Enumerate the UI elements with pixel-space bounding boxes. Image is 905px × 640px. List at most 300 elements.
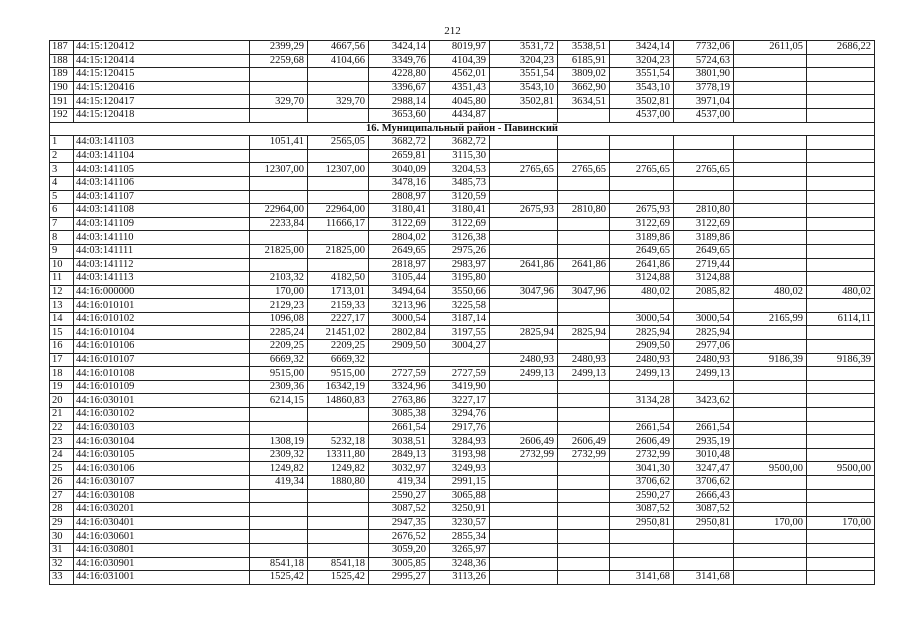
value-cell: 419,34 [369,476,430,490]
value-cell: 2825,94 [558,326,610,340]
value-cell: 2285,24 [250,326,308,340]
value-cell: 4434,87 [430,108,490,122]
value-cell [558,462,610,476]
cadastral-code-cell: 44:16:010106 [74,340,250,354]
value-cell [807,476,875,490]
value-cell: 2606,49 [610,435,674,449]
table-row [50,489,875,503]
value-cell: 2590,27 [369,489,430,503]
value-cell [490,543,558,557]
row-number-cell: 26 [50,476,74,490]
value-cell: 2661,54 [674,421,734,435]
value-cell: 1096,08 [250,312,308,326]
value-cell: 3010,48 [674,448,734,462]
value-cell: 2661,54 [610,421,674,435]
value-cell [558,408,610,422]
cadastral-code-cell: 44:15:120418 [74,108,250,122]
row-number-cell: 14 [50,312,74,326]
table-row [50,54,875,68]
value-cell: 2727,59 [369,367,430,381]
value-cell: 2732,99 [490,448,558,462]
value-cell: 12307,00 [250,163,308,177]
value-cell: 2165,99 [734,312,807,326]
value-cell: 4104,66 [308,54,369,68]
table-row [50,272,875,286]
cadastral-code-cell: 44:03:141105 [74,163,250,177]
cadastral-code-cell: 44:03:141106 [74,176,250,190]
row-number-cell: 22 [50,421,74,435]
value-cell: 2675,93 [490,204,558,218]
value-cell: 3047,96 [490,285,558,299]
value-cell [807,299,875,313]
cadastral-code-cell: 44:16:010104 [74,326,250,340]
value-cell: 3706,62 [610,476,674,490]
value-cell [558,217,610,231]
value-cell: 3294,76 [430,408,490,422]
value-cell [308,421,369,435]
value-cell: 2765,65 [674,163,734,177]
value-cell [807,54,875,68]
value-cell: 3485,73 [430,176,490,190]
cadastral-code-cell: 44:03:141110 [74,231,250,245]
table-row [50,217,875,231]
value-cell [250,231,308,245]
value-cell: 9500,00 [807,462,875,476]
value-cell: 8541,18 [250,557,308,571]
value-cell: 5232,18 [308,435,369,449]
value-cell: 9500,00 [734,462,807,476]
value-cell [308,408,369,422]
value-cell [807,503,875,517]
value-cell: 3115,30 [430,149,490,163]
value-cell: 3349,76 [369,54,430,68]
value-cell [250,149,308,163]
value-cell [734,326,807,340]
row-number-cell: 19 [50,380,74,394]
value-cell: 3059,20 [369,543,430,557]
value-cell: 3801,90 [674,68,734,82]
section-row [50,122,875,136]
value-cell [807,489,875,503]
value-cell: 1525,42 [308,571,369,585]
table-body-top [50,41,875,123]
value-cell [610,530,674,544]
row-number-cell: 21 [50,408,74,422]
cadastral-code-cell: 44:16:030901 [74,557,250,571]
cadastral-code-cell: 44:16:010102 [74,312,250,326]
value-cell: 2855,34 [430,530,490,544]
table-row [50,326,875,340]
value-cell: 4667,56 [308,41,369,55]
value-cell: 2649,65 [610,244,674,258]
row-number-cell: 20 [50,394,74,408]
value-cell [610,176,674,190]
table-row [50,136,875,150]
cadastral-code-cell: 44:15:120412 [74,41,250,55]
row-number-cell: 27 [50,489,74,503]
row-number-cell: 17 [50,353,74,367]
value-cell [490,394,558,408]
value-cell: 3682,72 [369,136,430,150]
table-row [50,462,875,476]
value-cell: 11666,17 [308,217,369,231]
value-cell [490,516,558,530]
table-row [50,367,875,381]
value-cell: 2259,68 [250,54,308,68]
value-cell: 4104,39 [430,54,490,68]
value-cell: 2732,99 [610,448,674,462]
row-number-cell: 1 [50,136,74,150]
value-cell [308,81,369,95]
value-cell: 3180,41 [369,204,430,218]
page-number: 212 [444,25,461,37]
value-cell [674,190,734,204]
table-row [50,394,875,408]
value-cell: 2825,94 [490,326,558,340]
value-cell: 2499,13 [558,367,610,381]
value-cell: 2732,99 [558,448,610,462]
value-cell [558,340,610,354]
cadastral-code-cell: 44:16:030801 [74,543,250,557]
row-number-cell: 8 [50,231,74,245]
value-cell: 170,00 [250,285,308,299]
value-cell [558,108,610,122]
value-cell: 6114,11 [807,312,875,326]
value-cell [558,571,610,585]
value-cell: 1308,19 [250,435,308,449]
value-cell [807,95,875,109]
row-number-cell: 189 [50,68,74,82]
value-cell [807,136,875,150]
value-cell: 3032,97 [369,462,430,476]
value-cell [308,108,369,122]
value-cell: 3230,57 [430,516,490,530]
value-cell [734,149,807,163]
value-cell: 2233,84 [250,217,308,231]
value-cell [558,149,610,163]
cadastral-code-cell: 44:03:141107 [74,190,250,204]
value-cell: 3653,60 [369,108,430,122]
row-number-cell: 7 [50,217,74,231]
value-cell [558,380,610,394]
value-cell: 3531,72 [490,41,558,55]
value-cell [558,176,610,190]
value-cell: 2686,22 [807,41,875,55]
value-cell [807,408,875,422]
value-cell: 2950,81 [610,516,674,530]
row-number-cell: 16 [50,340,74,354]
value-cell [369,353,430,367]
section-header [50,122,875,136]
cadastral-code-cell: 44:16:030201 [74,503,250,517]
value-cell: 6185,91 [558,54,610,68]
table-body-section [50,136,875,585]
value-cell [250,489,308,503]
value-cell [250,421,308,435]
value-cell: 3195,80 [430,272,490,286]
value-cell [734,421,807,435]
value-cell: 2209,25 [250,340,308,354]
value-cell: 3971,04 [674,95,734,109]
value-cell [250,68,308,82]
value-cell: 1880,80 [308,476,369,490]
row-number-cell: 13 [50,299,74,313]
value-cell [490,503,558,517]
section-title: 16. Муниципальный район - Павинский [50,122,875,136]
value-cell [734,204,807,218]
value-cell [674,176,734,190]
value-cell: 3197,55 [430,326,490,340]
value-cell: 2499,13 [610,367,674,381]
table-row [50,543,875,557]
value-cell [734,190,807,204]
value-cell [807,557,875,571]
value-cell [610,408,674,422]
cadastral-code-cell: 44:16:030107 [74,476,250,490]
table-row [50,353,875,367]
value-cell: 3502,81 [490,95,558,109]
value-cell: 3706,62 [674,476,734,490]
value-cell: 14860,83 [308,394,369,408]
value-cell: 2947,35 [369,516,430,530]
value-cell [490,231,558,245]
value-cell [674,530,734,544]
value-cell: 3227,17 [430,394,490,408]
value-cell [734,530,807,544]
cadastral-code-cell: 44:16:030108 [74,489,250,503]
value-cell: 2991,15 [430,476,490,490]
value-cell: 2565,05 [308,136,369,150]
value-cell [490,408,558,422]
value-cell [734,54,807,68]
value-cell [490,190,558,204]
row-number-cell: 10 [50,258,74,272]
value-cell [807,543,875,557]
value-cell: 7732,06 [674,41,734,55]
value-cell: 2499,13 [490,367,558,381]
value-cell [807,149,875,163]
value-cell [734,258,807,272]
value-cell: 3047,96 [558,285,610,299]
value-cell [558,299,610,313]
row-number-cell: 29 [50,516,74,530]
value-cell: 3424,14 [610,41,674,55]
value-cell [490,176,558,190]
value-cell [558,136,610,150]
value-cell [610,543,674,557]
value-cell: 2606,49 [490,435,558,449]
table-row [50,285,875,299]
value-cell [674,380,734,394]
value-cell [558,530,610,544]
row-number-cell: 28 [50,503,74,517]
value-cell [610,557,674,571]
value-cell [308,149,369,163]
cadastral-code-cell: 44:15:120414 [74,54,250,68]
row-number-cell: 9 [50,244,74,258]
value-cell: 2649,65 [674,244,734,258]
value-cell: 2727,59 [430,367,490,381]
value-cell: 3225,58 [430,299,490,313]
value-cell [250,81,308,95]
value-cell [558,557,610,571]
table-row [50,299,875,313]
value-cell [734,380,807,394]
cadastral-code-cell: 44:16:030401 [74,516,250,530]
value-cell: 2765,65 [610,163,674,177]
value-cell: 8541,18 [308,557,369,571]
value-cell: 2909,50 [369,340,430,354]
value-cell: 3087,52 [369,503,430,517]
value-cell [734,476,807,490]
value-cell [558,312,610,326]
table-row [50,557,875,571]
value-cell: 3041,30 [610,462,674,476]
value-cell [490,108,558,122]
value-cell [674,299,734,313]
value-cell: 2480,93 [610,353,674,367]
value-cell [308,503,369,517]
cadastral-code-cell: 44:03:141109 [74,217,250,231]
value-cell [674,149,734,163]
value-cell [734,367,807,381]
value-cell [807,380,875,394]
value-cell [250,190,308,204]
value-cell [734,81,807,95]
cadastral-code-cell: 44:16:030101 [74,394,250,408]
value-cell: 3324,96 [369,380,430,394]
cadastral-code-cell: 44:16:030105 [74,448,250,462]
value-cell: 3809,02 [558,68,610,82]
table-row [50,190,875,204]
value-cell: 22964,00 [250,204,308,218]
value-cell: 3005,85 [369,557,430,571]
value-cell [558,543,610,557]
value-cell [490,421,558,435]
table-row [50,503,875,517]
cadastral-code-cell: 44:16:030106 [74,462,250,476]
cadastral-code-cell: 44:16:010108 [74,367,250,381]
value-cell [250,543,308,557]
row-number-cell: 190 [50,81,74,95]
cadastral-code-cell: 44:03:141111 [74,244,250,258]
row-number-cell: 31 [50,543,74,557]
data-table [49,40,875,585]
cadastral-code-cell: 44:16:010109 [74,380,250,394]
value-cell [807,163,875,177]
value-cell: 2606,49 [558,435,610,449]
table-row [50,163,875,177]
cadastral-code-cell: 44:16:000000 [74,285,250,299]
value-cell: 3134,28 [610,394,674,408]
value-cell: 3204,23 [490,54,558,68]
value-cell [610,190,674,204]
table-row [50,312,875,326]
row-number-cell: 3 [50,163,74,177]
value-cell [308,68,369,82]
row-number-cell: 33 [50,571,74,585]
value-cell [807,81,875,95]
value-cell: 4045,80 [430,95,490,109]
value-cell [250,258,308,272]
value-cell [807,272,875,286]
value-cell: 6669,32 [308,353,369,367]
value-cell [807,571,875,585]
value-cell [490,312,558,326]
value-cell: 2988,14 [369,95,430,109]
value-cell: 3087,52 [610,503,674,517]
value-cell [734,448,807,462]
value-cell: 2659,81 [369,149,430,163]
value-cell: 4228,80 [369,68,430,82]
table-row [50,380,875,394]
table-row [50,530,875,544]
value-cell [490,136,558,150]
value-cell: 3187,14 [430,312,490,326]
value-cell [734,394,807,408]
value-cell: 3247,47 [674,462,734,476]
value-cell [734,489,807,503]
value-cell: 3141,68 [674,571,734,585]
value-cell: 3000,54 [674,312,734,326]
value-cell: 3478,16 [369,176,430,190]
value-cell [490,340,558,354]
value-cell [734,68,807,82]
row-number-cell: 5 [50,190,74,204]
value-cell: 3494,64 [369,285,430,299]
value-cell [734,571,807,585]
table-row [50,571,875,585]
value-cell: 2227,17 [308,312,369,326]
value-cell [610,299,674,313]
value-cell [734,543,807,557]
value-cell: 3543,10 [610,81,674,95]
value-cell: 2649,65 [369,244,430,258]
table-row [50,258,875,272]
value-cell [734,176,807,190]
value-cell [807,340,875,354]
value-cell: 1525,42 [250,571,308,585]
value-cell [734,340,807,354]
value-cell: 3550,66 [430,285,490,299]
value-cell [807,231,875,245]
value-cell [250,408,308,422]
value-cell: 2950,81 [674,516,734,530]
value-cell [490,530,558,544]
table-row [50,408,875,422]
value-cell: 2763,86 [369,394,430,408]
table-row [50,68,875,82]
value-cell [610,149,674,163]
value-cell: 3000,54 [369,312,430,326]
value-cell: 3551,54 [610,68,674,82]
value-cell: 3000,54 [610,312,674,326]
value-cell: 4537,00 [610,108,674,122]
value-cell: 3551,54 [490,68,558,82]
value-cell: 3189,86 [674,231,734,245]
value-cell [734,272,807,286]
value-cell: 3502,81 [610,95,674,109]
value-cell: 2159,33 [308,299,369,313]
row-number-cell: 2 [50,149,74,163]
value-cell [610,136,674,150]
row-number-cell: 32 [50,557,74,571]
value-cell: 16342,19 [308,380,369,394]
value-cell: 3004,27 [430,340,490,354]
value-cell: 3193,98 [430,448,490,462]
table-row [50,516,875,530]
row-number-cell: 6 [50,204,74,218]
